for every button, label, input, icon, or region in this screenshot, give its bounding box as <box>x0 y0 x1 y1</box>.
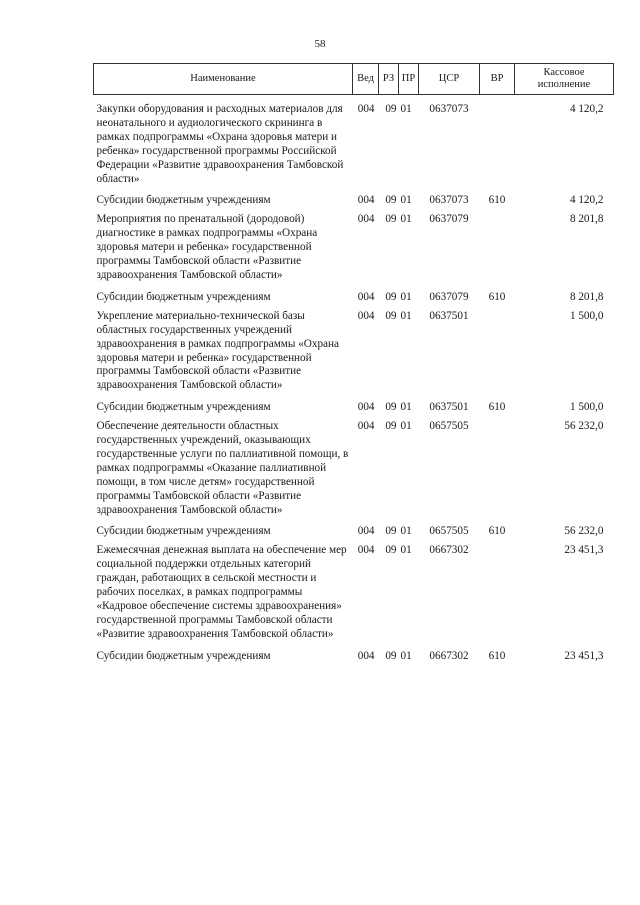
row-pr: 01 <box>400 649 412 662</box>
row-sum: 23 451,3 <box>564 649 604 662</box>
row-rz: 09 <box>385 309 397 322</box>
row-vr <box>480 544 515 644</box>
row-name: Закупки оборудования и расходных материалов для неонатального и аудиологического скрининга в рамках подпрограммы «Охрана здоровья матери и ребенка» государственной программы Российской Федерации «Развитие здравоохранения Тамбовской области» <box>96 103 344 185</box>
row-vr <box>480 213 515 286</box>
row-vr <box>480 420 515 520</box>
row-sum: 8 201,8 <box>569 213 604 226</box>
row-rz: 09 <box>385 525 397 538</box>
row-sum: 1 500,0 <box>569 401 604 414</box>
row-pr: 01 <box>400 309 412 322</box>
table-row <box>94 189 614 213</box>
row-vr: 610 <box>488 525 506 538</box>
row-csr: 0657505 <box>429 525 469 538</box>
table-row <box>94 310 614 396</box>
row-rz: 09 <box>385 194 397 207</box>
table-row <box>94 213 614 286</box>
row-rz: 09 <box>385 420 397 433</box>
table-header <box>94 64 614 95</box>
table-row <box>94 95 614 190</box>
row-ved: 004 <box>357 525 375 538</box>
row-csr: 0637501 <box>429 401 469 414</box>
row-vr: 610 <box>488 649 506 662</box>
page-number: 58 <box>314 38 326 50</box>
table-row <box>94 645 614 669</box>
row-pr: 01 <box>400 194 412 207</box>
row-rz: 09 <box>385 290 397 303</box>
row-rz: 09 <box>385 401 397 414</box>
row-name: Мероприятия по пренатальной (дородовой) диагностике в рамках подпрограммы «Охрана здоровья матери и ребенка» государственной программы Тамбовской области «Развитие здравоохранения Тамбовской области» <box>96 213 318 281</box>
row-sum: 8 201,8 <box>569 290 604 303</box>
row-name: Субсидии бюджетным учреждениям <box>96 649 271 662</box>
header-ved: Вед <box>353 64 379 95</box>
row-csr: 0637073 <box>429 194 469 207</box>
table-row <box>94 420 614 520</box>
row-ved: 004 <box>357 649 375 662</box>
row-pr: 01 <box>400 290 412 303</box>
row-rz: 09 <box>385 649 397 662</box>
header-sum: Кассовое исполнение <box>515 64 614 95</box>
row-csr: 0667302 <box>429 544 469 557</box>
row-name: Субсидии бюджетным учреждениям <box>96 194 271 207</box>
row-vr: 610 <box>488 401 506 414</box>
row-csr: 0637501 <box>429 309 469 322</box>
row-pr: 01 <box>400 420 412 433</box>
header-vr: ВР <box>480 64 515 95</box>
row-name: Ежемесячная денежная выплата на обеспечение мер социальной поддержки отдельных категорий граждан, работающих в сельской местности и рабочих поселках, в рамках подпрограммы «Кадровое обеспечение системы здравоохранения» государственной программы Тамбовской области «Развитие здравоохранения Тамбовской области» <box>96 544 347 640</box>
row-name: Обеспечение деятельности областных государственных учреждений, оказывающих государственные услуги по паллиативной помощи, в рамках подпрограммы «Оказание паллиативной помощи, в том числе детям» государственной программы Тамбовской области «Развитие здравоохранения Тамбовской области» <box>96 420 349 516</box>
row-csr: 0637079 <box>429 213 469 226</box>
row-ved: 004 <box>357 103 375 115</box>
header-csr: ЦСР <box>419 64 480 95</box>
row-pr: 01 <box>400 525 412 538</box>
row-vr <box>480 310 515 396</box>
row-ved: 004 <box>357 213 375 226</box>
row-rz: 09 <box>385 213 397 226</box>
row-pr: 01 <box>400 103 412 115</box>
row-pr: 01 <box>400 544 412 557</box>
row-sum: 1 500,0 <box>569 309 604 322</box>
row-ved: 004 <box>357 309 375 322</box>
row-vr <box>480 95 515 190</box>
row-ved: 004 <box>357 420 375 433</box>
header-pr: ПР <box>399 64 419 95</box>
row-sum: 4 120,2 <box>569 194 604 207</box>
row-vr: 610 <box>488 290 506 303</box>
row-ved: 004 <box>357 290 375 303</box>
row-ved: 004 <box>357 544 375 557</box>
row-csr: 0667302 <box>429 649 469 662</box>
table-row <box>94 544 614 644</box>
row-ved: 004 <box>357 401 375 414</box>
row-csr: 0637073 <box>429 103 469 115</box>
header-rz: РЗ <box>379 64 399 95</box>
table-row <box>94 286 614 310</box>
row-pr: 01 <box>400 213 412 226</box>
row-rz: 09 <box>385 103 397 115</box>
row-name: Укрепление материально-технической базы областных государственных учреждений здравоохранения в рамках подпрограммы «Охрана здоровья матери и ребенка» государственной программы Тамбовской области «Развитие здравоохранения Тамбовской области» <box>96 309 339 392</box>
row-sum: 56 232,0 <box>564 420 604 433</box>
table-row <box>94 520 614 544</box>
header-name: Наименование <box>94 64 353 95</box>
row-sum: 56 232,0 <box>564 525 604 538</box>
row-name: Субсидии бюджетным учреждениям <box>96 290 271 303</box>
row-name: Субсидии бюджетным учреждениям <box>96 401 271 414</box>
row-pr: 01 <box>400 401 412 414</box>
row-csr: 0657505 <box>429 420 469 433</box>
row-name: Субсидии бюджетным учреждениям <box>96 525 271 538</box>
table-body <box>94 95 614 669</box>
row-sum: 23 451,3 <box>564 544 604 557</box>
table-row <box>94 396 614 420</box>
row-sum: 4 120,2 <box>569 103 604 115</box>
row-ved: 004 <box>357 194 375 207</box>
budget-table <box>93 63 614 669</box>
row-csr: 0637079 <box>429 290 469 303</box>
row-rz: 09 <box>385 544 397 557</box>
row-vr: 610 <box>488 194 506 207</box>
